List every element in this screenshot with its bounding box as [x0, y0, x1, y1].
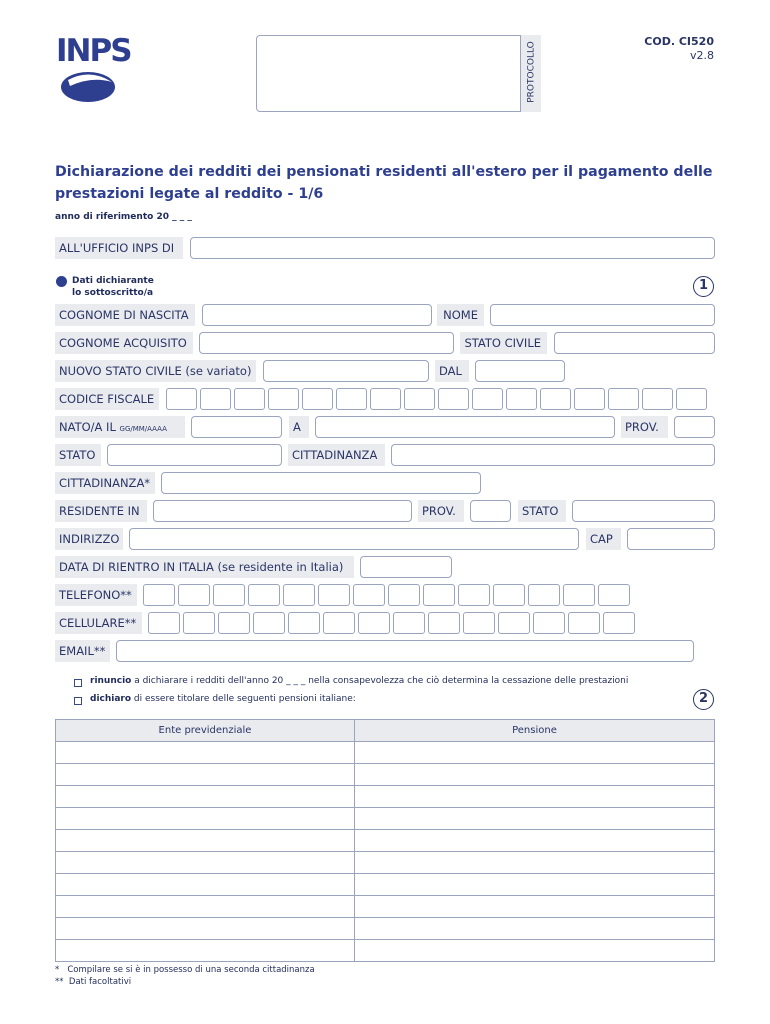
cap-label: CAP — [586, 528, 621, 550]
stato-input[interactable] — [107, 444, 282, 466]
indirizzo-input[interactable] — [129, 528, 579, 550]
cittadinanza-input[interactable] — [391, 444, 715, 466]
cittadinanza2-input[interactable] — [161, 472, 481, 494]
prov-nascita-input[interactable] — [674, 416, 715, 438]
stato-civile-label: STATO CIVILE — [460, 332, 547, 354]
form-version: v2.8 — [689, 49, 714, 62]
table-row — [56, 764, 715, 786]
nome-input[interactable] — [490, 304, 715, 326]
section2-number-badge: 2 — [693, 689, 714, 710]
table-row — [56, 896, 715, 918]
protocollo-box[interactable] — [256, 35, 541, 112]
table-row — [56, 742, 715, 764]
luogo-nascita-label: A — [289, 416, 309, 438]
email-input[interactable] — [116, 640, 694, 662]
cognome-acquisito-input[interactable] — [199, 332, 454, 354]
ente-cell[interactable] — [56, 830, 355, 852]
ente-cell[interactable] — [56, 742, 355, 764]
email-label: EMAIL** — [55, 640, 110, 662]
ente-cell[interactable] — [56, 786, 355, 808]
ente-cell[interactable] — [56, 874, 355, 896]
pensione-cell[interactable] — [355, 742, 715, 764]
rinuncio-checkbox[interactable] — [74, 679, 82, 687]
ente-cell[interactable] — [56, 918, 355, 940]
table-header-row — [56, 720, 715, 742]
table-row — [56, 786, 715, 808]
footnote-2: ** Dati facoltativi — [55, 977, 132, 987]
pensione-cell[interactable] — [355, 874, 715, 896]
dichiaro-text: dichiaro di essere titolare delle seguenti pensioni italiane: — [90, 694, 356, 704]
logo-text: INPS — [56, 33, 131, 69]
section1-number-badge: 1 — [693, 276, 714, 297]
table-row — [56, 830, 715, 852]
table-row — [56, 852, 715, 874]
pensione-cell[interactable] — [355, 896, 715, 918]
codice-fiscale-label: CODICE FISCALE — [55, 388, 159, 410]
cognome-nascita-input[interactable] — [202, 304, 432, 326]
cittadinanza2-label: CITTADINANZA* — [55, 472, 155, 494]
pensione-cell[interactable] — [355, 918, 715, 940]
dichiaro-checkbox[interactable] — [74, 697, 82, 705]
residente-in-label: RESIDENTE IN — [55, 500, 147, 522]
pensione-header: Pensione — [355, 720, 715, 742]
pensione-cell[interactable] — [355, 940, 715, 962]
codice-fiscale-cells[interactable] — [166, 388, 707, 410]
cognome-acquisito-label: COGNOME ACQUISITO — [55, 332, 193, 354]
footnote-1: * Compilare se si è in possesso di una seconda cittadinanza — [55, 965, 315, 975]
nuovo-stato-civile-label: NUOVO STATO CIVILE (se variato) — [55, 360, 256, 382]
date-format-hint: GG/MM/AAAA — [119, 425, 167, 433]
reference-year: anno di riferimento 20 _ _ _ — [55, 212, 192, 222]
ente-header: Ente previdenziale — [56, 720, 355, 742]
pensione-cell[interactable] — [355, 830, 715, 852]
page-title-line1: Dichiarazione dei redditi dei pensionati residenti all'estero per il pagamento delle — [55, 164, 713, 180]
prov-nascita-label: PROV. — [621, 416, 668, 438]
stato-residenza-label: STATO — [518, 500, 566, 522]
prov-residenza-label: PROV. — [418, 500, 464, 522]
ente-cell[interactable] — [56, 940, 355, 962]
stato-civile-input[interactable] — [554, 332, 715, 354]
dal-label: DAL — [435, 360, 469, 382]
form-code: COD. CI520 — [644, 35, 714, 48]
table-row — [56, 874, 715, 896]
telefono-label: TELEFONO** — [55, 584, 137, 606]
prov-residenza-input[interactable] — [470, 500, 511, 522]
nato-il-input[interactable] — [191, 416, 282, 438]
ente-cell[interactable] — [56, 808, 355, 830]
data-rientro-label: DATA DI RIENTRO IN ITALIA (se residente in Italia) — [55, 556, 354, 578]
table-row — [56, 940, 715, 962]
page-title-line2: prestazioni legate al reddito - 1/6 — [55, 186, 324, 202]
residente-in-input[interactable] — [153, 500, 412, 522]
stato-label: STATO — [55, 444, 101, 466]
pensione-cell[interactable] — [355, 786, 715, 808]
ufficio-label: ALL'UFFICIO INPS DI — [55, 237, 183, 259]
ente-cell[interactable] — [56, 852, 355, 874]
nuovo-stato-civile-input[interactable] — [263, 360, 429, 382]
ente-cell[interactable] — [56, 764, 355, 786]
logo-swoosh-icon — [58, 68, 120, 106]
bullet-icon — [56, 276, 67, 287]
nome-label: NOME — [437, 304, 484, 326]
protocollo-label: PROTOCOLLO — [520, 35, 541, 112]
pensione-cell[interactable] — [355, 852, 715, 874]
inps-logo — [56, 33, 131, 106]
indirizzo-label: INDIRIZZO — [55, 528, 123, 550]
rinuncio-text: rinuncio a dichiarare i redditi dell'anno 20 _ _ _ nella consapevolezza che ciò determina la cessazione delle prestazioni — [90, 676, 629, 686]
cognome-nascita-label: COGNOME DI NASCITA — [55, 304, 195, 326]
stato-residenza-input[interactable] — [572, 500, 715, 522]
dal-input[interactable] — [475, 360, 565, 382]
luogo-nascita-input[interactable] — [315, 416, 615, 438]
pensione-cell[interactable] — [355, 764, 715, 786]
pensione-cell[interactable] — [355, 808, 715, 830]
cellulare-label: CELLULARE** — [55, 612, 142, 634]
data-rientro-input[interactable] — [360, 556, 452, 578]
cap-input[interactable] — [627, 528, 715, 550]
telefono-cells[interactable] — [143, 584, 630, 606]
ente-cell[interactable] — [56, 896, 355, 918]
pensioni-table — [55, 719, 715, 962]
nato-il-label: NATO/A IL GG/MM/AAAA — [55, 416, 185, 438]
ufficio-input[interactable] — [190, 237, 715, 259]
cittadinanza-label: CITTADINANZA — [288, 444, 385, 466]
table-row — [56, 918, 715, 940]
table-row — [56, 808, 715, 830]
section1-heading: Dati dichiarante lo sottoscritto/a — [72, 276, 154, 298]
cellulare-cells[interactable] — [148, 612, 635, 634]
